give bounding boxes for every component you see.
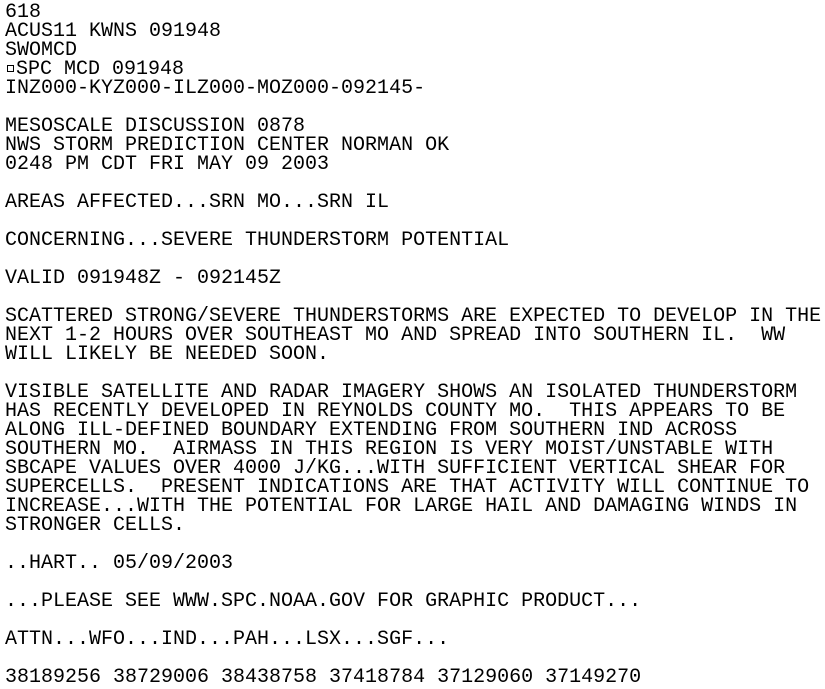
graphic-product-note: ...PLEASE SEE WWW.SPC.NOAA.GOV FOR GRAPHIC PRODUCT... [5, 590, 642, 613]
wmo-header: ACUS11 KWNS 091948 [5, 20, 222, 43]
discussion-line: INCREASE...WITH THE POTENTIAL FOR LARGE HAIL AND DAMAGING WINDS IN [5, 495, 798, 518]
attn-line: ATTN...WFO...IND...PAH...LSX...SGF... [5, 628, 450, 651]
discussion-line: SOUTHERN MO. AIRMASS IN THIS REGION IS VERY MOIST/UNSTABLE WITH [5, 438, 774, 461]
concerning: CONCERNING...SEVERE THUNDERSTORM POTENTIAL [5, 229, 510, 252]
areas-affected: AREAS AFFECTED...SRN MO...SRN IL [5, 191, 390, 214]
discussion-line: SUPERCELLS. PRESENT INDICATIONS ARE THAT ACTIVITY WILL CONTINUE TO [5, 476, 810, 499]
spc-product-id: SPC MCD 091948 [16, 58, 185, 81]
issuing-office: NWS STORM PREDICTION CENTER NORMAN OK [5, 134, 450, 157]
discussion-title: MESOSCALE DISCUSSION 0878 [5, 115, 306, 138]
valid-time: VALID 091948Z - 092145Z [5, 267, 282, 290]
discussion-line: HAS RECENTLY DEVELOPED IN REYNOLDS COUNTY MO. THIS APPEARS TO BE [5, 400, 786, 423]
control-char-box-icon [7, 65, 14, 72]
mesoscale-discussion-text [5, 3, 821, 687]
discussion-line: SBCAPE VALUES OVER 4000 J/KG...WITH SUFFICIENT VERTICAL SHEAR FOR [5, 457, 786, 480]
discussion-line: STRONGER CELLS. [5, 514, 186, 537]
lat-lon-coordinates: 38189256 38729006 38438758 37418784 37129060 37149270 [5, 666, 642, 689]
sequence-number: 618 [5, 1, 42, 24]
discussion-line: VISIBLE SATELLITE AND RADAR IMAGERY SHOWS AN ISOLATED THUNDERSTORM [5, 381, 798, 404]
summary-line: WILL LIKELY BE NEEDED SOON. [5, 343, 330, 366]
awips-id: SWOMCD [5, 39, 78, 62]
summary-line: NEXT 1-2 HOURS OVER SOUTHEAST MO AND SPREAD INTO SOUTHERN IL. WW [5, 324, 786, 347]
forecaster-signature: ..HART.. 05/09/2003 [5, 552, 234, 575]
discussion-line: ALONG ILL-DEFINED BOUNDARY EXTENDING FROM SOUTHERN IND ACROSS [5, 419, 738, 442]
summary-line: SCATTERED STRONG/SEVERE THUNDERSTORMS ARE EXPECTED TO DEVELOP IN THE [5, 305, 822, 328]
issue-time: 0248 PM CDT FRI MAY 09 2003 [5, 153, 330, 176]
ugc-line: INZ000-KYZ000-ILZ000-MOZ000-092145- [5, 77, 426, 100]
